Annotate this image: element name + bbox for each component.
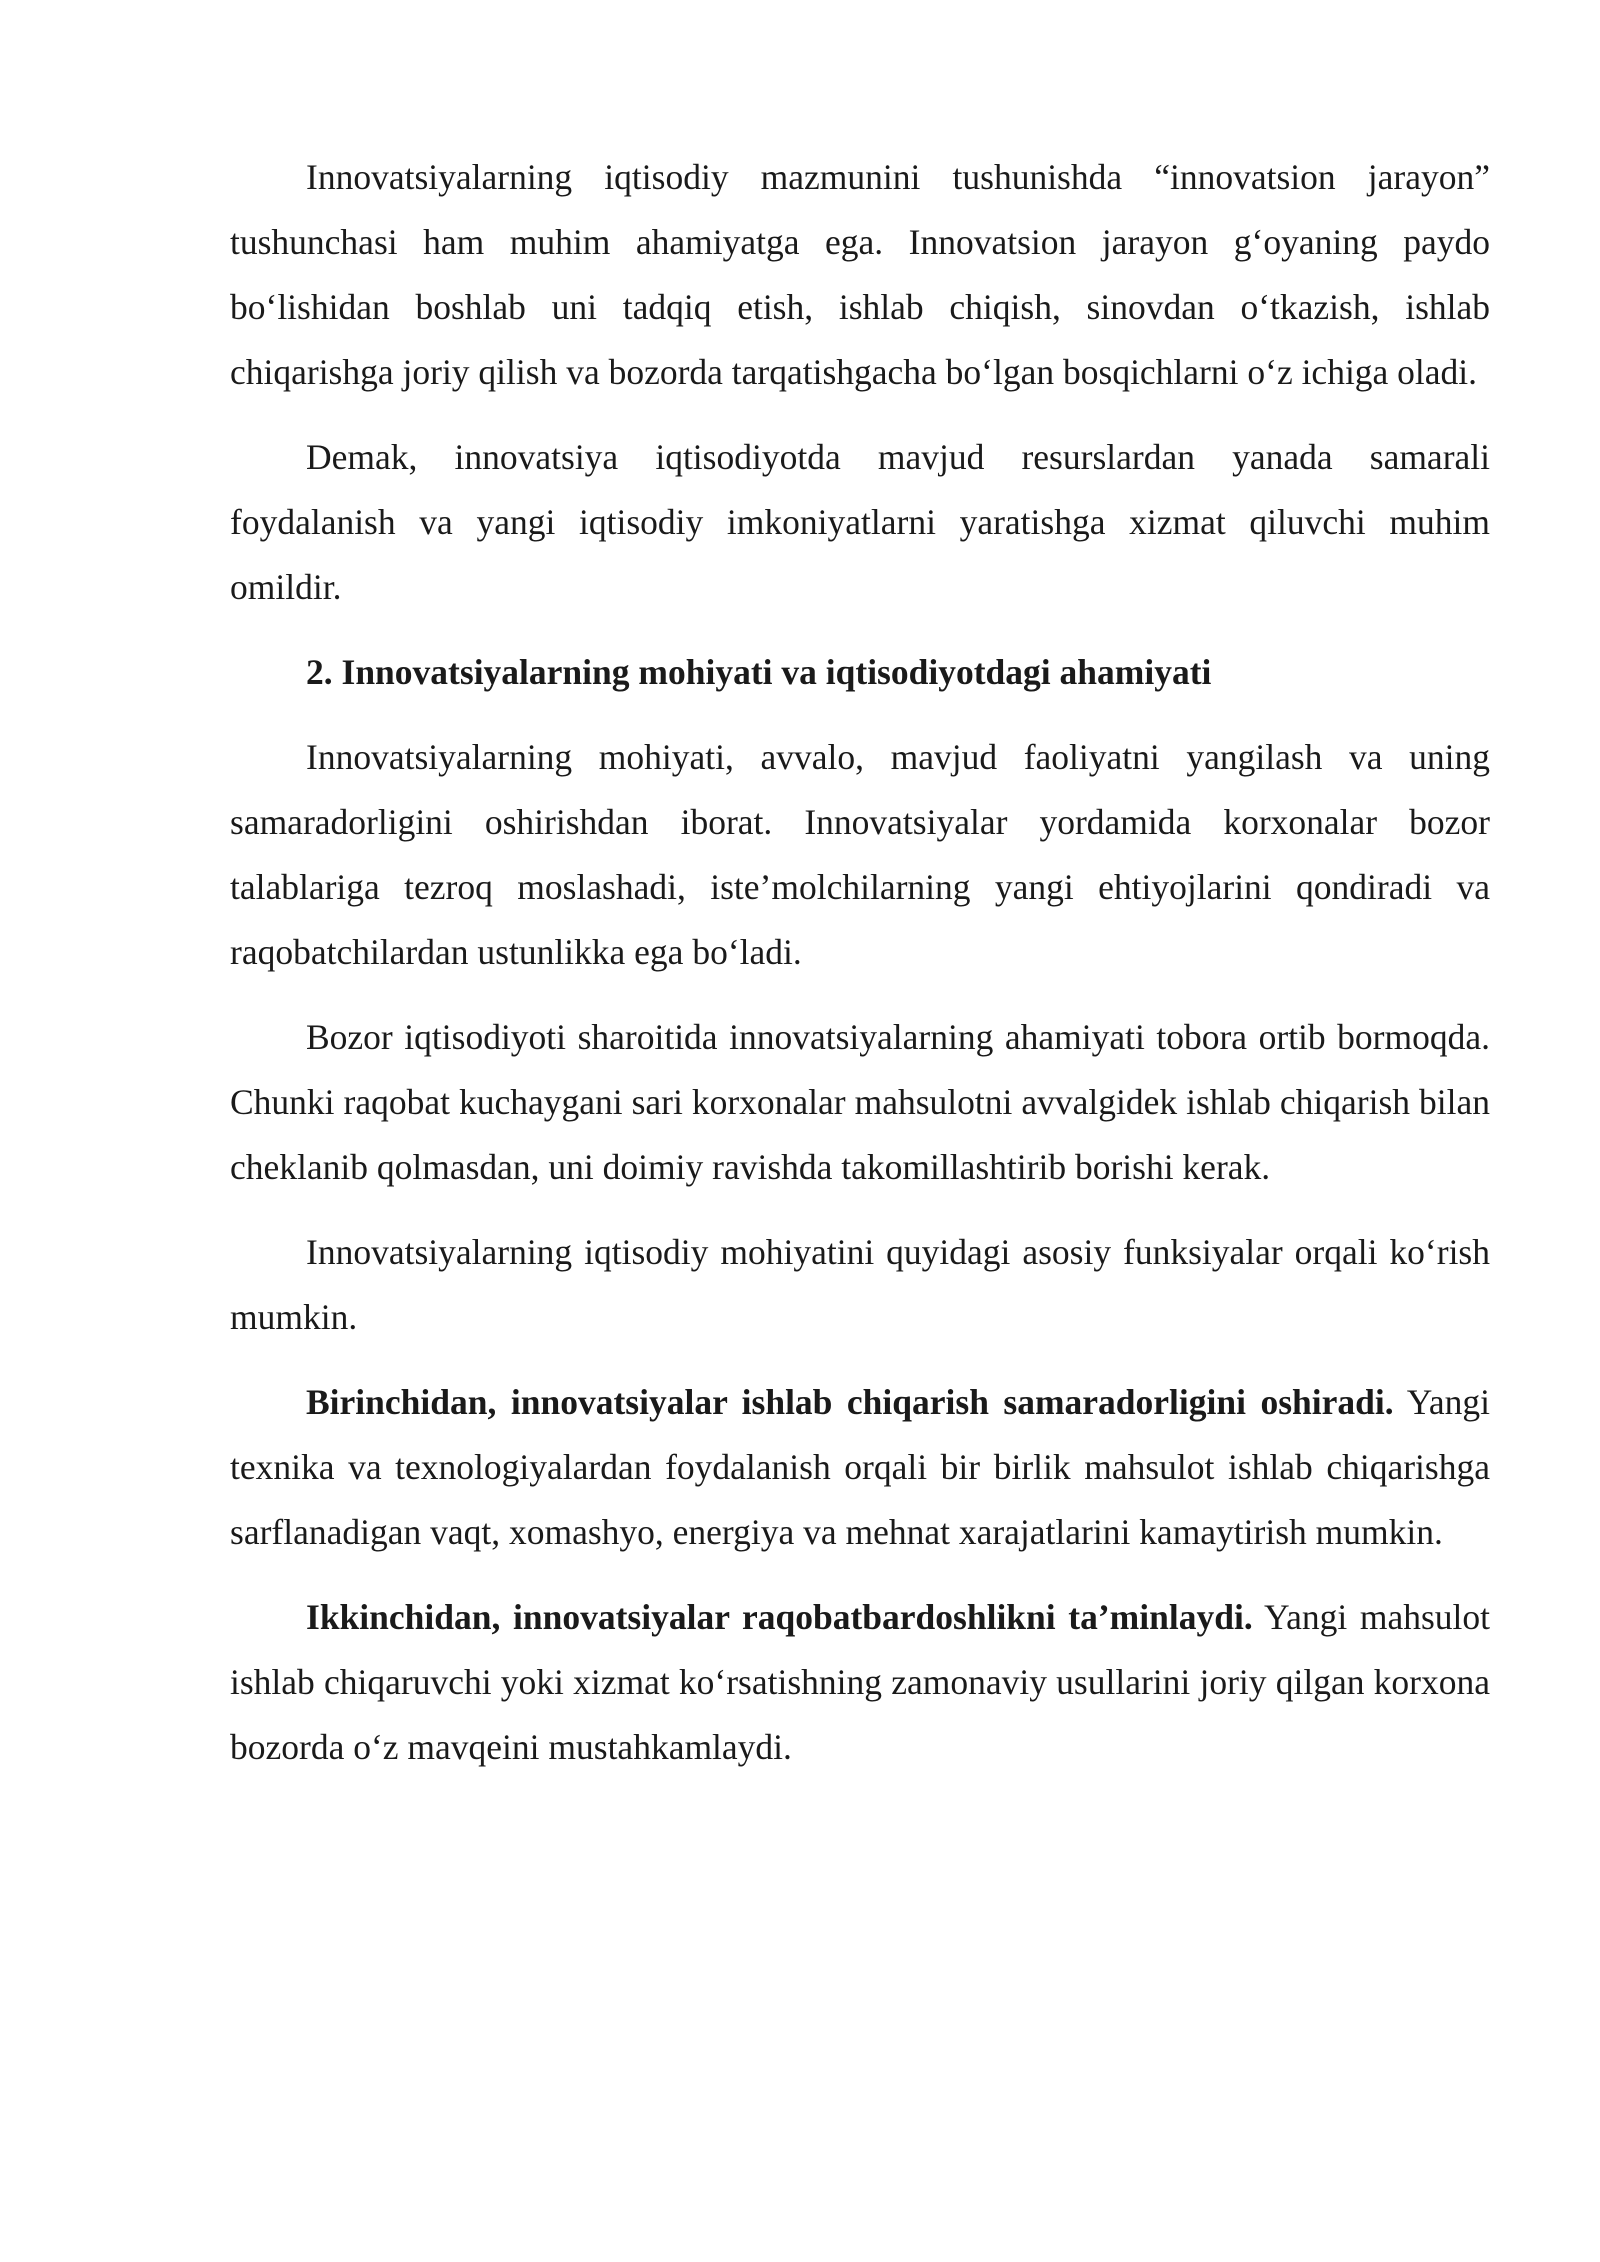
paragraph-second-function <box>230 1585 1490 1780</box>
first-function-body: Yangi texnika va texnologiyalardan foydalanish orqali bir birlik mahsulot ishlab chiqarishga sarflanadigan vaqt, xomashyo, energiya va mehnat xarajatlarini kamaytirish mumkin. <box>230 1382 1490 1552</box>
paragraph-first-function <box>230 1370 1490 1565</box>
document-page <box>230 145 1490 1800</box>
paragraph-market-economy: Bozor iqtisodiyoti sharoitida innovatsiyalarning ahamiyati tobora ortib bormoqda. Chunki raqobat kuchaygani sari korxonalar mahsulotni avvalgidek ishlab chiqarish bilan cheklanib qolmasdan, uni doimiy ravishda takomillashtirib borishi kerak. <box>230 1017 1490 1187</box>
paragraph-innovation-conclusion: Demak, innovatsiya iqtisodiyotda mavjud resurslardan yanada samarali foydalanish va yangi iqtisodiy imkoniyatlarni yaratishga xizmat qiluvchi muhim omildir. <box>230 437 1490 607</box>
paragraph-functions-intro: Innovatsiyalarning iqtisodiy mohiyatini quyidagi asosiy funksiyalar orqali ko‘rish mumkin. <box>230 1232 1490 1337</box>
first-function-lead: Birinchidan, innovatsiyalar ishlab chiqarish samaradorligini oshiradi. <box>306 1382 1394 1422</box>
second-function-body: Yangi mahsulot ishlab chiqaruvchi yoki xizmat ko‘rsatishning zamonaviy usullarini joriy qilgan korxona bozorda o‘z mavqeini mustahkamlaydi. <box>230 1597 1490 1767</box>
paragraph-innovation-process: Innovatsiyalarning iqtisodiy mazmunini tushunishda “innovatsion jarayon” tushunchasi ham muhim ahamiyatga ega. Innovatsion jarayon g‘oyaning paydo bo‘lishidan boshlab uni tadqiq etish, ishlab chiqish, sinovdan o‘tkazish, ishlab chiqarishga joriy qilish va bozorda tarqatishgacha bo‘lgan bosqichlarni o‘z ichiga oladi. <box>230 157 1490 392</box>
section-heading: 2. Innovatsiyalarning mohiyati va iqtisodiyotdagi ahamiyati <box>306 652 1212 692</box>
second-function-lead: Ikkinchidan, innovatsiyalar raqobatbardoshlikni ta’minlaydi. <box>306 1597 1253 1637</box>
paragraph-innovation-essence: Innovatsiyalarning mohiyati, avvalo, mavjud faoliyatni yangilash va uning samaradorligini oshirishdan iborat. Innovatsiyalar yordamida korxonalar bozor talablariga tezroq moslashadi, iste’molchilarning yangi ehtiyojlarini qondiradi va raqobatchilardan ustunlikka ega bo‘ladi. <box>230 737 1490 972</box>
